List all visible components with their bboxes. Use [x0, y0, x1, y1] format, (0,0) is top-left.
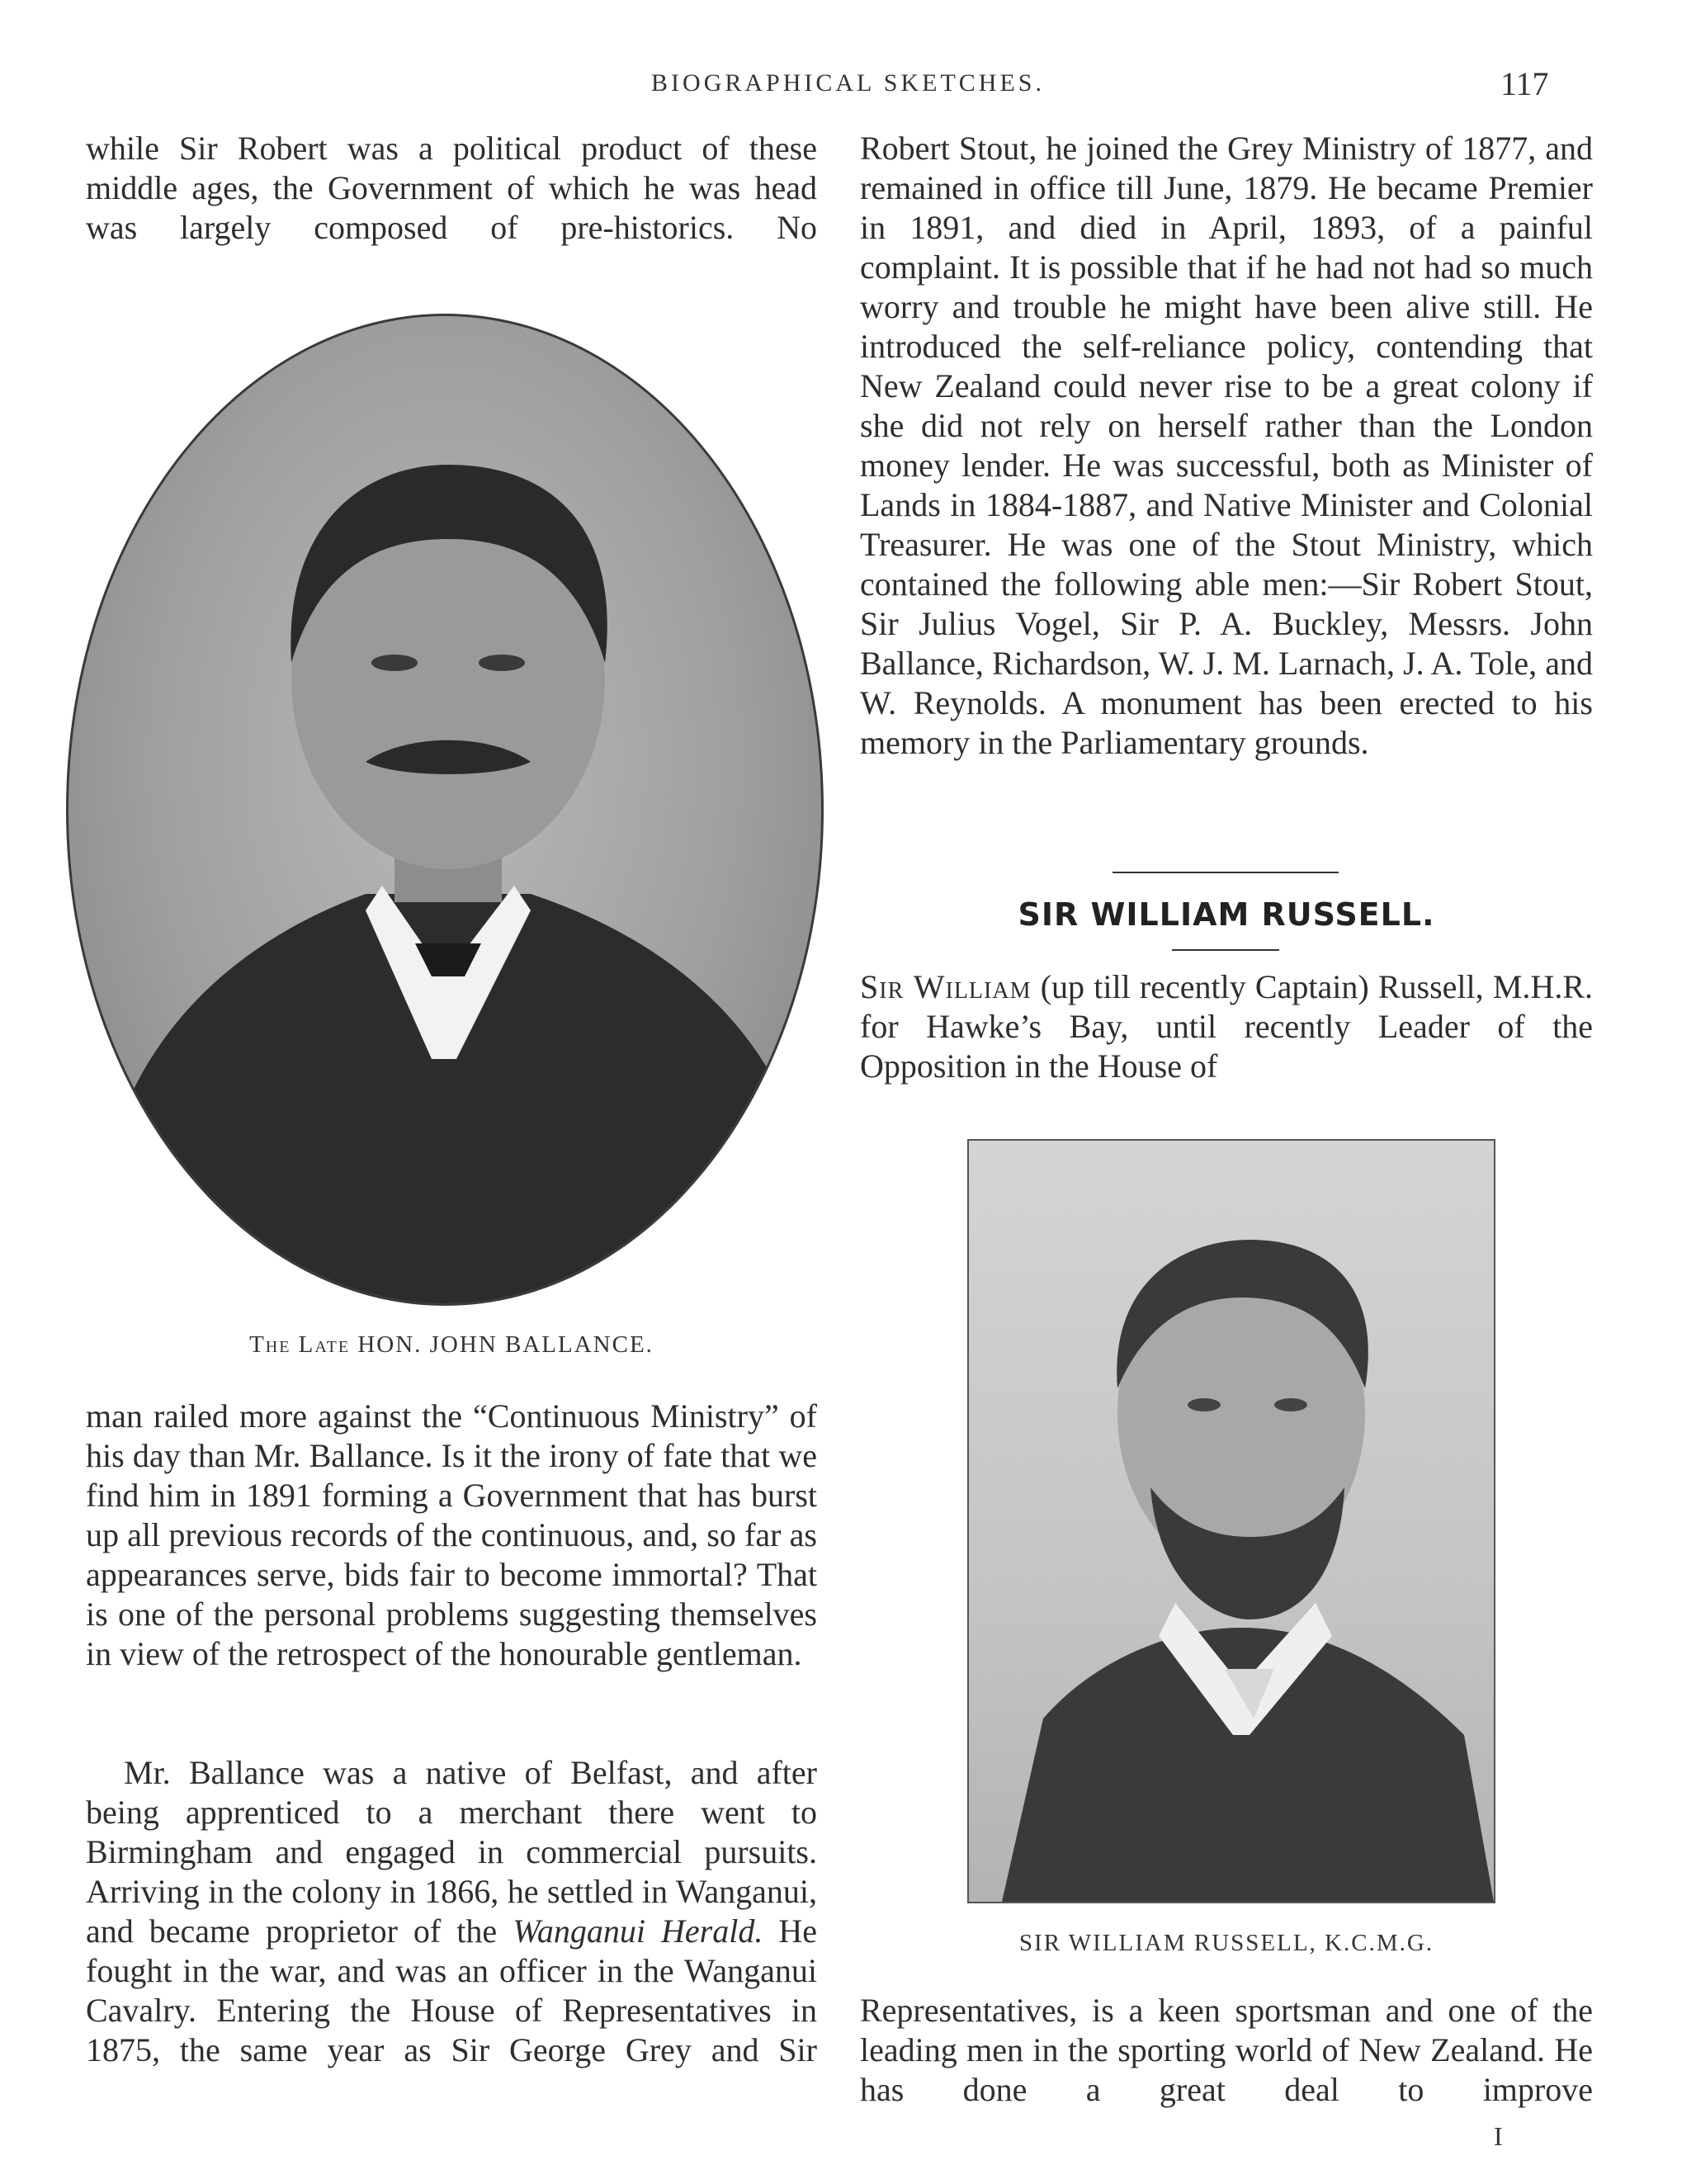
ballance-caption-prefix: The Late: [249, 1331, 351, 1358]
ballance-portrait-figure: [69, 316, 821, 1303]
page-number: 117: [1500, 65, 1549, 102]
left-paragraph-continued: man railed more against the “Continuous Ministry” of his day than Mr. Ballance. Is it the irony of fate that we find him in 1891 forming a Government that has burst up all previous records of the continuous, and, so far as appearances serve, bids fair to become immortal? That is one of the personal problems suggesting themselves in view of the retrospect of the honourable gentleman.: [86, 1397, 817, 1672]
ballance-portrait: [66, 314, 824, 1306]
section-divider-rule: [1113, 872, 1339, 873]
russell-intro-text: (up till recently Captain) Russell, M.H.R. for Hawke’s Bay, until recently Leader of the Opposition in the House of: [860, 968, 1594, 1085]
left-paragraph-top: while Sir Robert was a political product of these middle ages, the Government of which he was head was largely composed of pre-historics. No: [86, 130, 817, 246]
heading-underline-rule: [1172, 949, 1279, 951]
signature-mark: I: [1494, 2121, 1503, 2151]
russell-photo-caption: SIR WILLIAM RUSSELL, K.C.M.G.: [1018, 1930, 1434, 1956]
ballance-photo-caption: [86, 1331, 817, 1359]
russell-portrait: [967, 1139, 1495, 1903]
ballance-caption-name: HON. JOHN BALLANCE.: [357, 1331, 654, 1358]
russell-lead-in: Sir William: [860, 968, 1032, 1005]
bio-text-start: Mr. Ballance was a native of Belfast, and after being apprenticed to a merchant there went to Birmingham and engaged in commercial pursuits. Arriving in the colony in 1866, he settled in Wanganui, and became proprietor of the: [86, 1754, 817, 1950]
section-heading-russell: SIR WILLIAM RUSSELL.: [1018, 896, 1435, 933]
wanganui-herald-title: Wanganui Herald.: [513, 1912, 763, 1950]
russell-portrait-figure: [969, 1141, 1494, 1902]
left-paragraph-biography: [86, 1753, 817, 2070]
right-paragraph-top: Robert Stout, he joined the Grey Ministry of 1877, and remained in office till June, 1879. He became Premier in 1891, and died in April, 1893, of a painful complaint. It is possible that if he had not had so much worry and trouble he might have been alive still. He introduced the self-reliance policy, contending that New Zealand could never rise to be a great colony if she did not rely on herself rather than the London money lender. He was successful, both as Minister of Lands in 1884-1887, and Native Minister and Colonial Treasurer. He was one of the Stout Ministry, which contained the following able men:—Sir Robert Stout, Sir Julius Vogel, Sir P. A. Buckley, Messrs. John Ballance, Richardson, W. J. M. Larnach, J. A. Tole, and W. Reynolds. A monument has been erected to his memory in the Parliamentary grounds.: [860, 130, 1593, 761]
right-paragraph-bottom: Representatives, is a keen sportsman and one of the leading men in the sporting world of New Zealand. He has done a great deal to improve: [860, 1992, 1593, 2108]
russell-intro-paragraph: [860, 967, 1593, 1086]
running-head: BIOGRAPHICAL SKETCHES.: [651, 69, 1045, 97]
bio-text-end: He fought in the war, and was an officer in the Wanganui Cavalry. Entering the House of Representatives in 1875, the same year as Sir George Grey and Sir: [86, 1912, 818, 2068]
